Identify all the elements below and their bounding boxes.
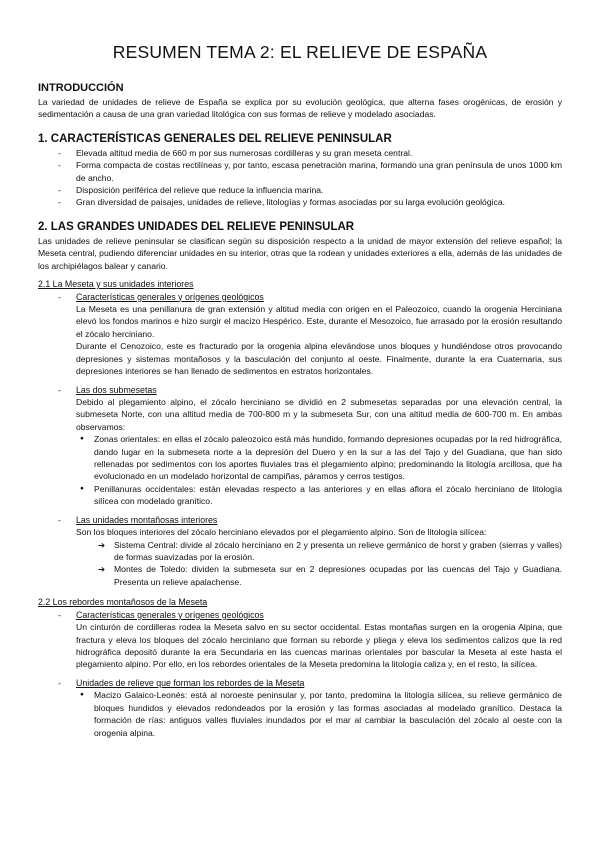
subsection-2-1-b-title: - Las dos submesetas [38, 384, 562, 397]
paragraph: Un cinturón de cordilleras rodea la Meseta salvo en su sector occidental. Estas montañas surgen en la orogenia Alpina, que fractura y eleva los bloques del zócalo herciniano que forman su reborde y pliega y eleva los sedimentos calizos que la red hidrográfica depositó durante la era Secundaria en las cuencas marinas orientales por bascular la Meseta al este hasta el plegamiento alpino. Por ello, en los rebordes orientales de la Meseta predomina la litología caliza y, en el resto, la silícea. [76, 622, 562, 670]
subsection-2-1-a-title: - Características generales y orígenes geológicos [38, 291, 562, 304]
intro-heading: INTRODUCCIÓN [38, 82, 124, 94]
subsection-2-2-b-title: - Unidades de relieve que forman los rebordes de la Meseta [38, 677, 562, 690]
intro-text: La variedad de unidades de relieve de España se explica por su evolución geológica, que alterna fases orogénicas, de erosión y sedimentación a causa de una gran variedad litológica con sus formas de relieve y modelado asociadas. [38, 97, 562, 120]
section1-heading: 1. CARACTERÍSTICAS GENERALES DEL RELIEVE PENINSULAR [38, 132, 392, 145]
section1-list [38, 147, 562, 209]
bullet-list [38, 689, 562, 739]
paragraph: Durante el Cenozoico, este es fracturado por la orogenia alpina elevándose unos bloques y hundiéndose otros provocando depresiones y sistemas montañosos y la basculación del conjunto al oeste. Finalmente, durante la era Cuaternaria, sus depresiones interiores se han llenado de sedimentos en estratos horizontales. [76, 341, 562, 377]
paragraph: Son los bloques interiores del zócalo herciniano elevados por el plegamiento alpino. Son de litología silícea: [76, 527, 487, 538]
section2-heading: 2. LAS GRANDES UNIDADES DEL RELIEVE PENINSULAR [38, 220, 355, 233]
list-item: - Forma compacta de costas rectilíneas y, por tanto, escasa penetración marina, formando una gran península de unos 1000 km de ancho. [38, 159, 562, 184]
subsection-2-1-heading: 2.1 La Meseta y sus unidades interiores [38, 279, 194, 290]
list-item: ➔ Sistema Central: divide al zócalo herciniano en 2 y presenta un relieve germánico de horst y graben (sierras y valles) de formas suavizadas por la erosión. [38, 539, 562, 564]
list-item: ● Macizo Galaico-Leonés: está al noroeste peninsular y, por tanto, predomina la litología silícea, su relieve germánico de bloques hundidos y elevados redondeados por la erosión y las formas asociadas al modelado granítico. Destaca la formación de rías: antiguos valles fluviales inundados por el mar al cambiar la basculación del zócalo al oeste con la orogenia alpina. [38, 689, 562, 739]
page-title: RESUMEN TEMA 2: EL RELIEVE DE ESPAÑA [112, 42, 488, 62]
subsection-2-2-heading: 2.2 Los rebordes montañosos de la Meseta [38, 597, 208, 608]
list-item: ● Penillanuras occidentales: están elevadas respecto a las anteriores y en ellas aflora el zócalo herciniano de litología silícea con modelado granítico. [38, 483, 562, 508]
list-item: - Disposición periférica del relieve que reduce la influencia marina. [38, 184, 562, 196]
arrow-list [38, 539, 562, 589]
subsection-2-1-c-title: - Las unidades montañosas interiores [38, 514, 562, 527]
list-item: ● Zonas orientales: en ellas el zócalo paleozoico está más hundido, formando depresiones ocupadas por la red hidrográfica, dando lugar en la submeseta norte a la depresión del Duero y en la sur a las del Tajo y del Guadiana, que han sido rellenadas por sedimentos con los aportes fluviales tras el plegamiento alpino; predominando la litología arcillosa, que ha evolucionado en un modelado horizontal de campiñas, páramos y cerros testigos. [38, 433, 562, 483]
list-item: ➔ Montes de Toledo: dividen la submeseta sur en 2 depresiones ocupadas por las cuencas del Tajo y Guadiana. Presenta un relieve apalachense. [38, 563, 562, 588]
bullet-list [38, 433, 562, 507]
section2-text: Las unidades de relieve peninsular se clasifican según su disposición respecto a la unidad de mayor extensión del relieve español; la Meseta central, pudiendo diferenciar unidades en su interior, otras que la rodean y unidades exteriores a ella, además de las unidades de los archipiélagos balear y canario. [38, 235, 562, 271]
list-item: - Gran diversidad de paisajes, unidades de relieve, litologías y formas asociadas por su larga evolución geológica. [38, 196, 562, 208]
paragraph: Debido al plegamiento alpino, el zócalo herciniano se dividió en 2 submesetas separadas por una elevación central, la submeseta Norte, con una altitud media de 700-800 m y la submeseta Sur, con una altitud media de 600-700 m. En ambas observamos: [76, 397, 562, 432]
paragraph: La Meseta es una penillanura de gran extensión y altitud media con origen en el Paleozoico, cuando la orogenia Herciniana elevó los fondos marinos e hizo surgir el macizo Hespérico. Este, durante el Mesozoico, fue arrasado por la erosión resultando el zócalo herciniano. [76, 304, 562, 339]
subsection-2-2-a-title: - Características generales y orígenes geológicos [38, 609, 562, 622]
list-item: - Elevada altitud media de 660 m por sus numerosas cordilleras y su gran meseta central. [38, 147, 562, 159]
